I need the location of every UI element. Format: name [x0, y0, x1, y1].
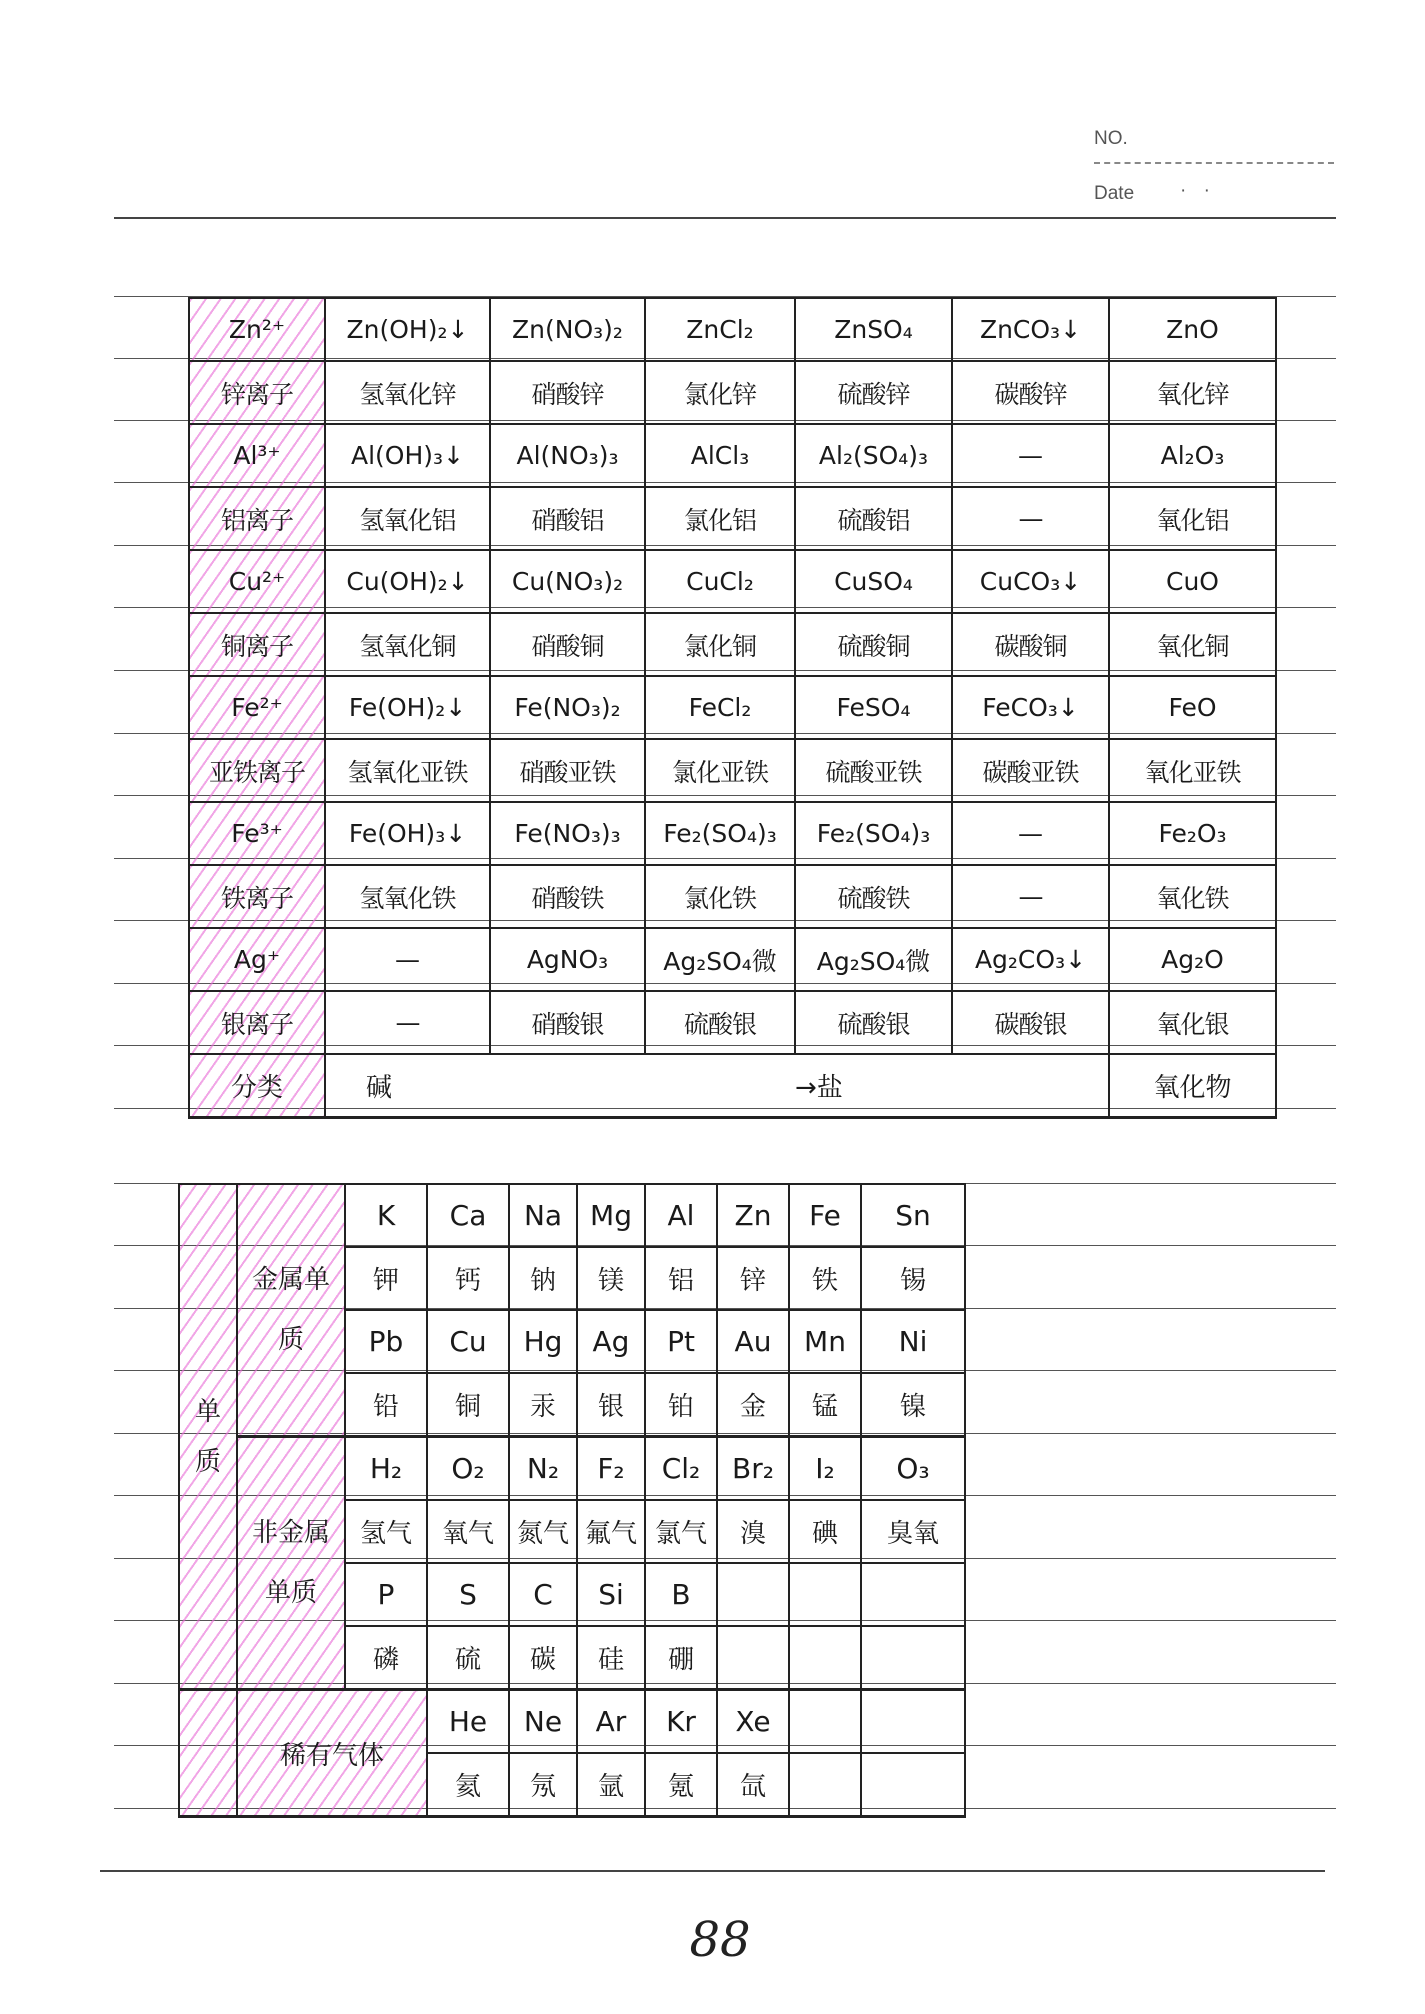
table-cell: Xe — [717, 1690, 789, 1754]
empty-cell — [861, 1753, 965, 1817]
table-cell: CuCO₃↓ — [952, 550, 1109, 613]
table-cell: 硅 — [577, 1626, 645, 1690]
table-cell: Ar — [577, 1690, 645, 1754]
empty-cell — [490, 1054, 645, 1118]
table-cell: Fe(OH)₃↓ — [325, 802, 490, 865]
table-cell: 镍 — [861, 1373, 965, 1437]
table-cell: 磷 — [345, 1626, 427, 1690]
table-cell — [717, 1563, 789, 1626]
table-cell: Na — [509, 1184, 577, 1247]
table-cell: 硫酸银 — [795, 991, 952, 1054]
table-cell: ZnCl₂ — [645, 298, 795, 361]
table-cell: Fe(OH)₂↓ — [325, 676, 490, 739]
table-cell: 硝酸铁 — [490, 865, 645, 928]
table-cell: 氯化铝 — [645, 487, 795, 550]
table-cell: P — [345, 1563, 427, 1626]
table-cell: 氯化锌 — [645, 361, 795, 424]
table-cell: 氢氧化铜 — [325, 613, 490, 676]
table-cell: H₂ — [345, 1437, 427, 1501]
table-row — [189, 865, 1276, 928]
table-cell: CuCl₂ — [645, 550, 795, 613]
table-cell: Al(OH)₃↓ — [325, 424, 490, 487]
table-cell — [789, 1563, 861, 1626]
table-cell: Fe₂(SO₄)₃ — [645, 802, 795, 865]
table-cell: 溴 — [717, 1500, 789, 1563]
table-cell: 碳酸亚铁 — [952, 739, 1109, 802]
table-cell: Cu(OH)₂↓ — [325, 550, 490, 613]
ion-name-al: 铝离子 — [189, 487, 325, 550]
table-cell: Fe₂O₃ — [1109, 802, 1276, 865]
table-row — [189, 424, 1276, 487]
table-row — [189, 676, 1276, 739]
table-cell: Pb — [345, 1310, 427, 1373]
table-cell: Cu — [427, 1310, 509, 1373]
table-cell: Al(NO₃)₃ — [490, 424, 645, 487]
table-cell: 硫酸亚铁 — [795, 739, 952, 802]
table-cell: 硝酸银 — [490, 991, 645, 1054]
table-cell: C — [509, 1563, 577, 1626]
table-cell: Fe(NO₃)₃ — [490, 802, 645, 865]
table-row — [189, 298, 1276, 361]
table-cell: Br₂ — [717, 1437, 789, 1501]
table-cell: 碳 — [509, 1626, 577, 1690]
table-cell: FeCO₃↓ — [952, 676, 1109, 739]
element-table — [178, 1183, 966, 1818]
table-cell: 铅 — [345, 1373, 427, 1437]
table-cell: 银 — [577, 1373, 645, 1437]
table-cell: 硫酸铜 — [795, 613, 952, 676]
substance-group-text: 单质 — [194, 1396, 221, 1477]
table-cell: Ag — [577, 1310, 645, 1373]
table-cell: Ag₂SO₄微 — [645, 928, 795, 991]
table-cell: 氢气 — [345, 1500, 427, 1563]
page-number: 88 — [689, 1912, 751, 1968]
table-row — [189, 613, 1276, 676]
table-row — [189, 550, 1276, 613]
no-label: NO. — [1094, 128, 1128, 149]
table-cell: 氧化银 — [1109, 991, 1276, 1054]
ion-name-fe2: 亚铁离子 — [189, 739, 325, 802]
table-cell: FeO — [1109, 676, 1276, 739]
table-cell: 氟气 — [577, 1500, 645, 1563]
table-cell: 铜 — [427, 1373, 509, 1437]
table-cell: 硼 — [645, 1626, 717, 1690]
table-cell — [717, 1626, 789, 1690]
table-cell: 铝 — [645, 1247, 717, 1310]
table-cell: Fe — [789, 1184, 861, 1247]
table-row — [189, 361, 1276, 424]
table-cell: 硫酸银 — [645, 991, 795, 1054]
nonmetal-category-text: 非金属单质 — [251, 1518, 330, 1608]
table-cell: 碳酸锌 — [952, 361, 1109, 424]
table-cell: 氯化铁 — [645, 865, 795, 928]
table-cell: 碳酸银 — [952, 991, 1109, 1054]
table-cell: Ag₂SO₄微 — [795, 928, 952, 991]
table-cell: 氢氧化铝 — [325, 487, 490, 550]
table-cell: AlCl₃ — [645, 424, 795, 487]
table-cell: 铂 — [645, 1373, 717, 1437]
table-cell: 硫酸铁 — [795, 865, 952, 928]
ion-symbol-ag: Ag⁺ — [189, 928, 325, 991]
table-cell: Al₂(SO₄)₃ — [795, 424, 952, 487]
table-cell: Al₂O₃ — [1109, 424, 1276, 487]
table-cell: 氧化锌 — [1109, 361, 1276, 424]
noble-gas-label: 稀有气体 — [237, 1690, 427, 1817]
substance-group-label — [179, 1184, 237, 1690]
table-cell: CuO — [1109, 550, 1276, 613]
table-cell: AgNO₃ — [490, 928, 645, 991]
metal-category-label — [237, 1184, 345, 1437]
table-cell: 钾 — [345, 1247, 427, 1310]
table-cell: — — [325, 991, 490, 1054]
table-cell: 氯化亚铁 — [645, 739, 795, 802]
table-cell: Cu(NO₃)₂ — [490, 550, 645, 613]
table-cell: 碳酸铜 — [952, 613, 1109, 676]
date-label: Date — [1094, 183, 1135, 204]
table-cell: 硝酸亚铁 — [490, 739, 645, 802]
table-cell: — — [952, 424, 1109, 487]
table-cell: Ni — [861, 1310, 965, 1373]
table-cell: — — [952, 802, 1109, 865]
ion-symbol-al: Al³⁺ — [189, 424, 325, 487]
table-cell: S — [427, 1563, 509, 1626]
table-cell — [861, 1626, 965, 1690]
table-row — [189, 928, 1276, 991]
table-cell: Kr — [645, 1690, 717, 1754]
table-cell: 氖 — [509, 1753, 577, 1817]
table-cell: 锰 — [789, 1373, 861, 1437]
table-cell: 臭氧 — [861, 1500, 965, 1563]
oxide-class-label: 氧化物 — [1109, 1054, 1276, 1118]
table-row — [189, 487, 1276, 550]
table-cell: 铁 — [789, 1247, 861, 1310]
ion-name-cu: 铜离子 — [189, 613, 325, 676]
table-cell: Ne — [509, 1690, 577, 1754]
ion-symbol-fe2: Fe²⁺ — [189, 676, 325, 739]
table-cell: Ca — [427, 1184, 509, 1247]
table-cell: 镁 — [577, 1247, 645, 1310]
ion-name-zn: 锌离子 — [189, 361, 325, 424]
table-cell: O₂ — [427, 1437, 509, 1501]
table-row — [189, 802, 1276, 865]
metal-category-text: 金属单质 — [251, 1265, 330, 1355]
table-cell: Si — [577, 1563, 645, 1626]
table-cell: 氙 — [717, 1753, 789, 1817]
table-cell: Mn — [789, 1310, 861, 1373]
table-cell: ZnSO₄ — [795, 298, 952, 361]
table-cell: Hg — [509, 1310, 577, 1373]
table-cell: 硝酸锌 — [490, 361, 645, 424]
table-cell: Fe₂(SO₄)₃ — [795, 802, 952, 865]
table-cell: 硝酸铝 — [490, 487, 645, 550]
table-cell: 硫酸铝 — [795, 487, 952, 550]
table-cell: O₃ — [861, 1437, 965, 1501]
table-cell: ZnCO₃↓ — [952, 298, 1109, 361]
empty-cell — [861, 1690, 965, 1754]
salt-class-label: →盐 — [795, 1054, 952, 1118]
date-dots: · · — [1180, 180, 1216, 201]
table-cell: 锡 — [861, 1247, 965, 1310]
table-cell: 氮气 — [509, 1500, 577, 1563]
table-cell: 氧化铁 — [1109, 865, 1276, 928]
table-cell: 硝酸铜 — [490, 613, 645, 676]
table-cell: 硫 — [427, 1626, 509, 1690]
table-cell — [789, 1626, 861, 1690]
table-cell: Zn — [717, 1184, 789, 1247]
table-cell: 钠 — [509, 1247, 577, 1310]
table-cell: 锌 — [717, 1247, 789, 1310]
table-cell: 氢氧化铁 — [325, 865, 490, 928]
table-cell: K — [345, 1184, 427, 1247]
table-cell: FeSO₄ — [795, 676, 952, 739]
table-cell: 碘 — [789, 1500, 861, 1563]
empty-cell — [789, 1690, 861, 1754]
table-cell: 氦 — [427, 1753, 509, 1817]
table-cell: F₂ — [577, 1437, 645, 1501]
table-cell: 金 — [717, 1373, 789, 1437]
table-cell: N₂ — [509, 1437, 577, 1501]
table-cell — [861, 1563, 965, 1626]
header-rule — [114, 217, 1336, 219]
table-cell: 氯化铜 — [645, 613, 795, 676]
table-cell: Zn(OH)₂↓ — [325, 298, 490, 361]
nonmetal-category-label — [237, 1437, 345, 1690]
table-cell: 氧气 — [427, 1500, 509, 1563]
table-cell: 氢氧化亚铁 — [325, 739, 490, 802]
table-cell: ZnO — [1109, 298, 1276, 361]
table-cell: FeCl₂ — [645, 676, 795, 739]
ion-symbol-cu: Cu²⁺ — [189, 550, 325, 613]
no-dash-line — [1094, 162, 1334, 164]
table-cell: 氩 — [577, 1753, 645, 1817]
table-cell: I₂ — [789, 1437, 861, 1501]
empty-cell — [952, 1054, 1109, 1118]
table-cell: Al — [645, 1184, 717, 1247]
empty-cell — [645, 1054, 795, 1118]
table-row — [179, 1690, 965, 1754]
table-cell: 氧化铜 — [1109, 613, 1276, 676]
table-cell: Pt — [645, 1310, 717, 1373]
table-cell: — — [952, 865, 1109, 928]
table-cell: B — [645, 1563, 717, 1626]
table-cell: 氧化铝 — [1109, 487, 1276, 550]
table-cell: 氢氧化锌 — [325, 361, 490, 424]
empty-cell — [789, 1753, 861, 1817]
table-cell: Ag₂O — [1109, 928, 1276, 991]
table-cell: Ag₂CO₃↓ — [952, 928, 1109, 991]
table-cell: Au — [717, 1310, 789, 1373]
table-row — [189, 739, 1276, 802]
table-row — [179, 1184, 965, 1247]
table-cell: Mg — [577, 1184, 645, 1247]
table-cell: He — [427, 1690, 509, 1754]
ion-compound-table — [188, 297, 1277, 1119]
ion-name-ag: 银离子 — [189, 991, 325, 1054]
ion-symbol-fe3: Fe³⁺ — [189, 802, 325, 865]
classification-label: 分类 — [189, 1054, 325, 1118]
table-cell: Cl₂ — [645, 1437, 717, 1501]
table-cell: — — [952, 487, 1109, 550]
table-cell: Zn(NO₃)₂ — [490, 298, 645, 361]
table-cell: 钙 — [427, 1247, 509, 1310]
table-cell: 硫酸锌 — [795, 361, 952, 424]
table-cell: Fe(NO₃)₂ — [490, 676, 645, 739]
table-cell: 氪 — [645, 1753, 717, 1817]
table-cell: CuSO₄ — [795, 550, 952, 613]
table-cell: Sn — [861, 1184, 965, 1247]
table-row — [179, 1437, 965, 1501]
table-cell: — — [325, 928, 490, 991]
table-cell: 汞 — [509, 1373, 577, 1437]
ion-symbol-zn: Zn²⁺ — [189, 298, 325, 361]
base-class-label: 碱 — [325, 1054, 490, 1118]
table-cell: 氯气 — [645, 1500, 717, 1563]
noble-hatch-cell — [179, 1690, 237, 1817]
ion-name-fe3: 铁离子 — [189, 865, 325, 928]
classification-row — [189, 1054, 1276, 1118]
table-cell: 氧化亚铁 — [1109, 739, 1276, 802]
table-row — [189, 991, 1276, 1054]
